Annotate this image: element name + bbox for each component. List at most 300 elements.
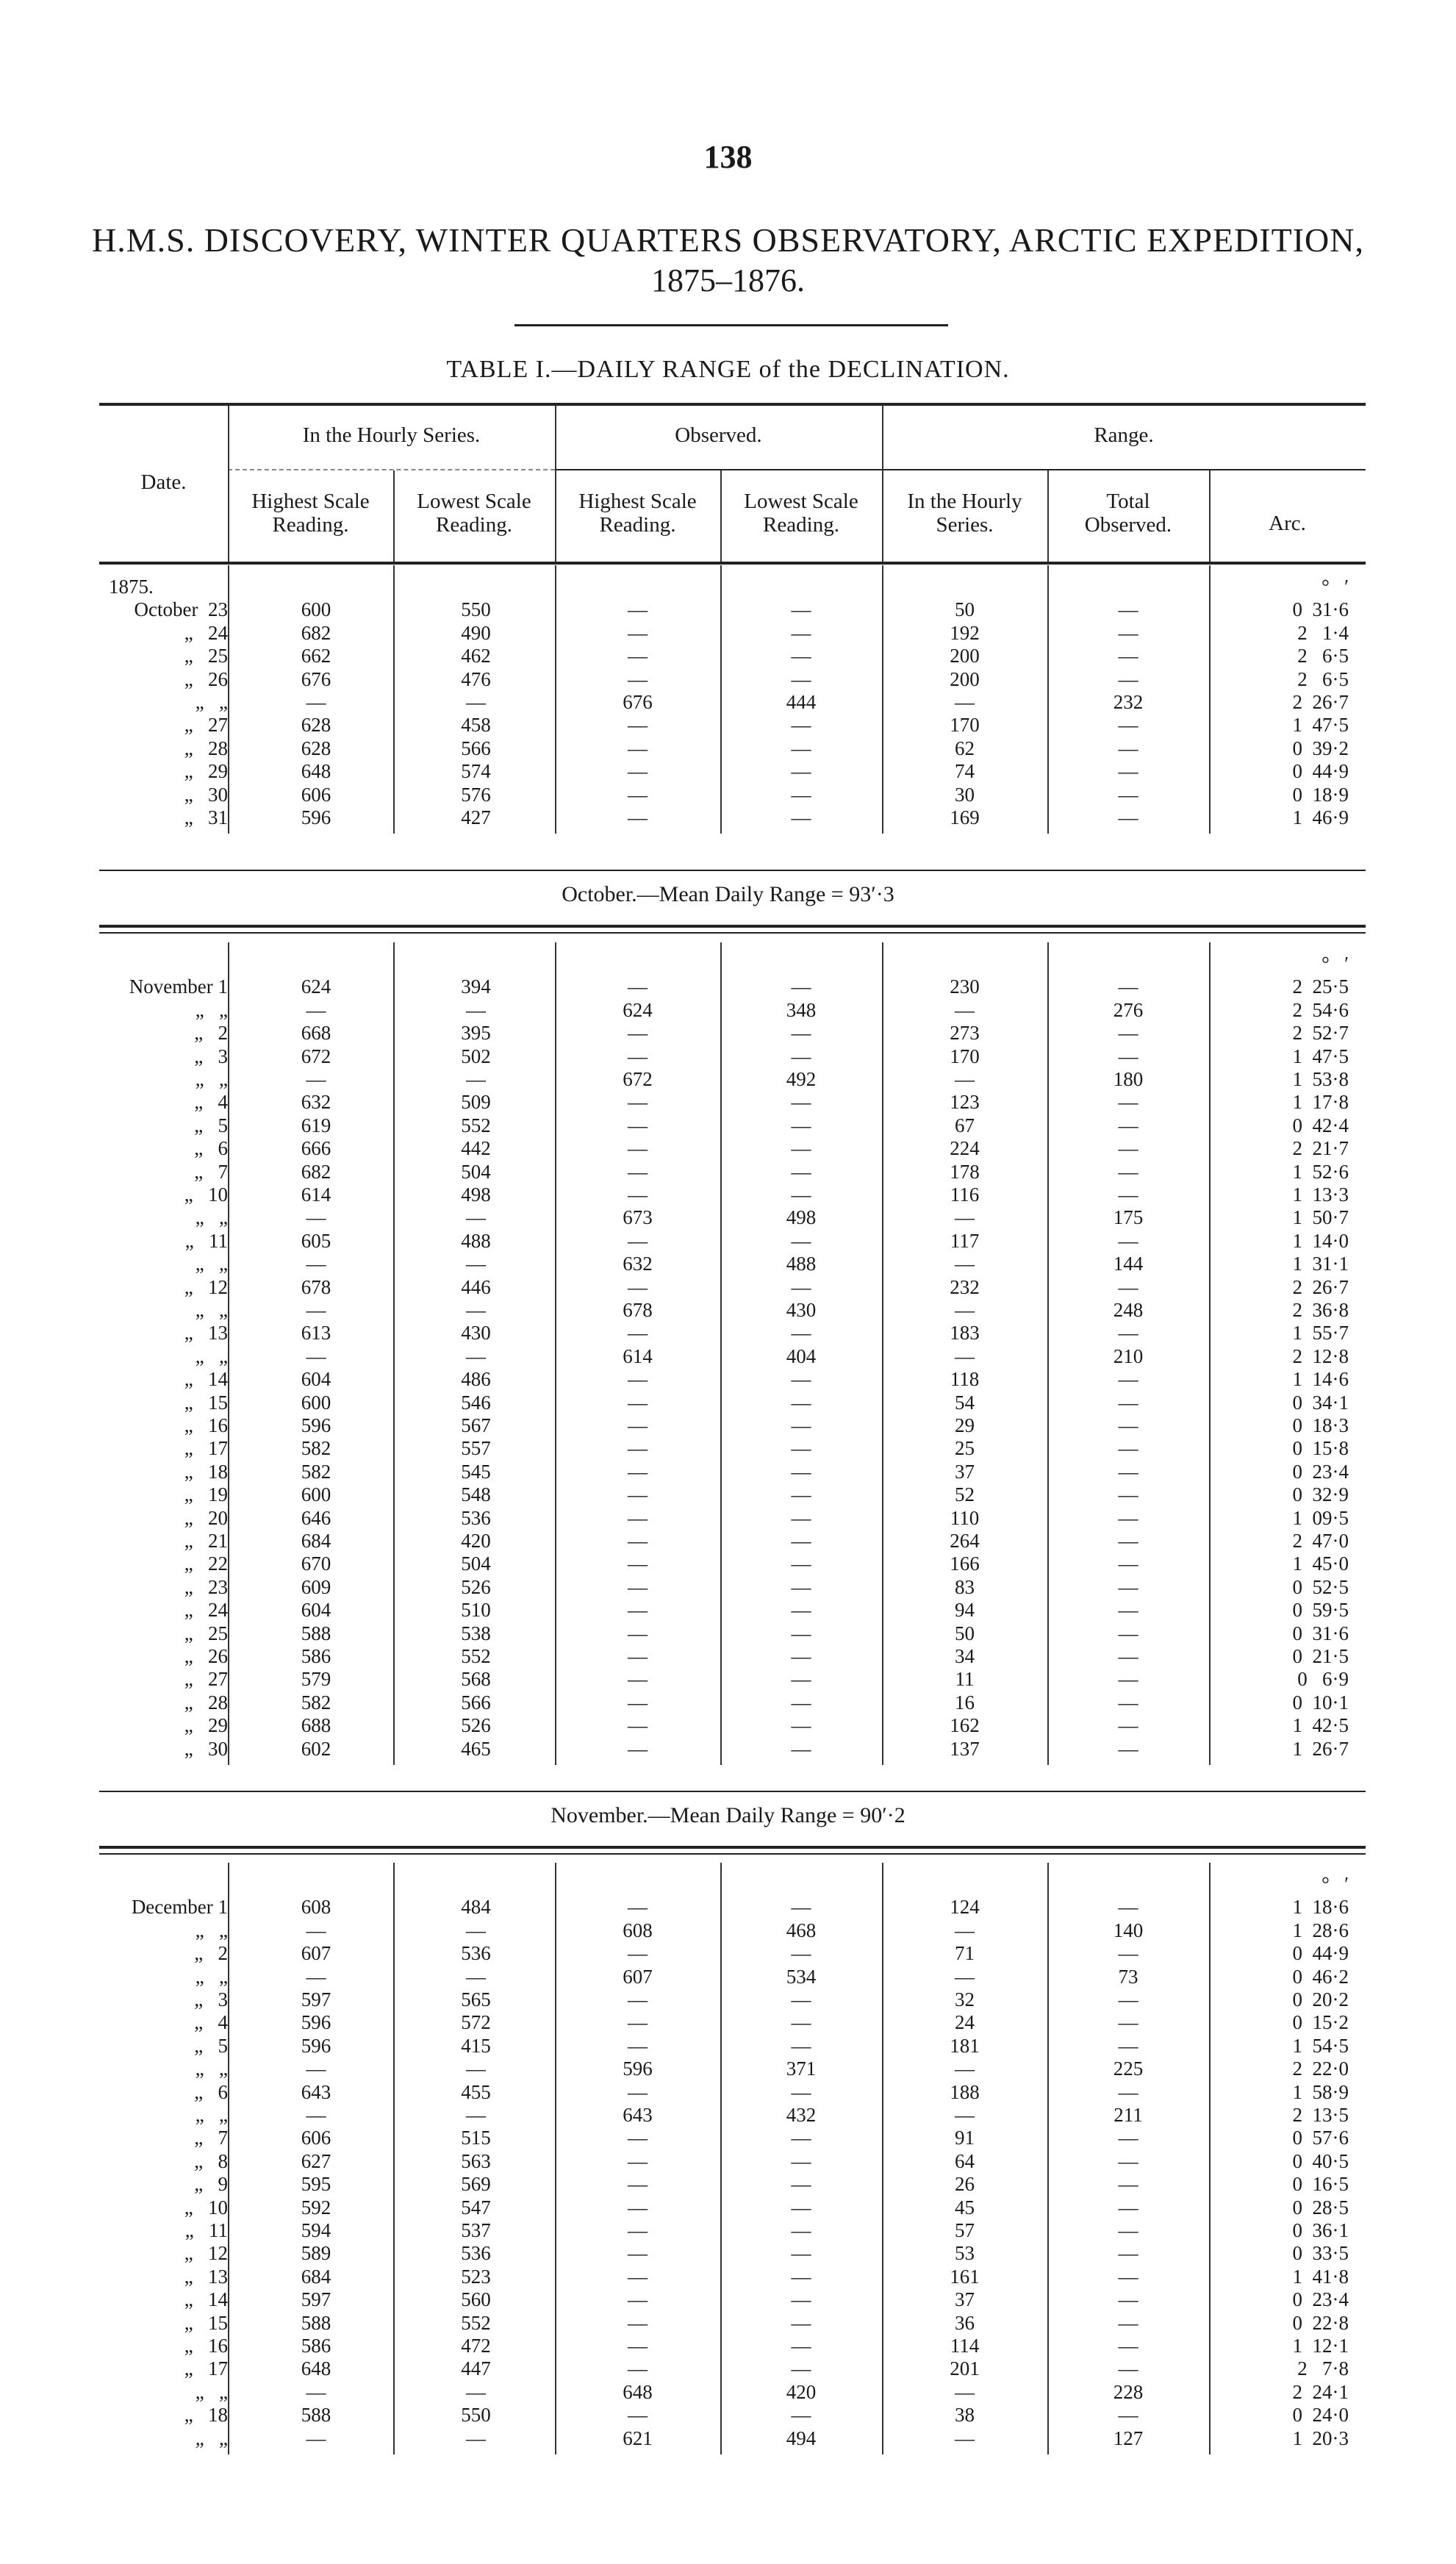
table-row <box>0 999 1456 1022</box>
column-rule <box>555 942 556 1765</box>
cell-date: „ 31 <box>184 806 228 828</box>
column-rule <box>882 942 883 1765</box>
cell-observed-low: 492 <box>786 1068 817 1090</box>
cell-hourly-high: 596 <box>301 806 331 828</box>
table-row <box>0 622 1456 645</box>
cell-hourly-low: 545 <box>461 1460 491 1483</box>
cell-range-total: 248 <box>1113 1299 1144 1321</box>
table-row <box>0 2011 1456 2034</box>
column-rule <box>228 565 229 834</box>
cell-hourly-high: 628 <box>301 714 331 737</box>
cell-date: „ 11 <box>184 2219 228 2241</box>
cell-hourly-low: — <box>466 2427 486 2449</box>
cell-range-hourly: 200 <box>950 667 980 690</box>
cell-date: „ 16 <box>184 1414 228 1436</box>
cell-date: „ 13 <box>184 2265 228 2288</box>
cell-observed-low: — <box>791 2311 811 2334</box>
cell-arc: 1 47·5 <box>1292 714 1349 737</box>
cell-observed-low: — <box>791 1114 811 1136</box>
cell-arc: 1 41·8 <box>1292 2265 1349 2288</box>
cell-observed-low: — <box>791 2080 811 2103</box>
cell-hourly-high: 588 <box>301 2404 331 2427</box>
cell-observed-high: — <box>628 783 648 806</box>
cell-hourly-low: 560 <box>461 2288 491 2311</box>
cell-range-total: 140 <box>1113 1919 1144 1941</box>
cell-observed-high: — <box>628 667 648 690</box>
cell-observed-high: — <box>628 1022 648 1045</box>
cell-date: „ „ <box>195 1919 228 1941</box>
cell-hourly-low: — <box>466 1253 486 1275</box>
cell-range-hourly: 124 <box>950 1896 980 1919</box>
cell-arc: 0 52·5 <box>1292 1575 1349 1598</box>
cell-hourly-low: 442 <box>461 1137 491 1160</box>
cell-arc: 1 58·9 <box>1292 2080 1349 2103</box>
cell-range-total: — <box>1118 1714 1138 1737</box>
table-row <box>0 975 1456 998</box>
cell-range-total: — <box>1118 621 1138 644</box>
cell-observed-low: — <box>791 2265 811 2288</box>
header-obs-low: Lowest Scale Reading. <box>744 490 858 537</box>
cell-observed-low: — <box>791 1391 811 1414</box>
table-row <box>0 2219 1456 2242</box>
cell-observed-low: — <box>791 806 811 828</box>
cell-arc: 0 15·2 <box>1292 2011 1349 2034</box>
cell-hourly-low: 537 <box>461 2219 491 2241</box>
table-row <box>0 1988 1456 2011</box>
cell-hourly-high: 676 <box>301 667 331 690</box>
cell-observed-low: 494 <box>786 2427 817 2449</box>
cell-hourly-low: 455 <box>461 2080 491 2103</box>
cell-range-total: — <box>1118 2242 1138 2265</box>
cell-hourly-high: 588 <box>301 1622 331 1644</box>
cell-date: „ 26 <box>184 667 228 690</box>
cell-range-total: — <box>1118 1391 1138 1414</box>
cell-range-hourly: 110 <box>950 1506 980 1529</box>
table-row <box>0 1483 1456 1506</box>
cell-hourly-low: 567 <box>461 1414 491 1436</box>
cell-range-total: — <box>1118 1668 1138 1691</box>
cell-hourly-low: — <box>466 1299 486 1321</box>
table-row <box>0 1507 1456 1530</box>
cell-observed-low: — <box>791 714 811 737</box>
cell-observed-high: — <box>628 2335 648 2357</box>
cell-arc: 0 23·4 <box>1292 1460 1349 1483</box>
cell-observed-low: — <box>791 1530 811 1552</box>
cell-arc: 2 54·6 <box>1292 998 1349 1021</box>
cell-arc: 2 6·5 <box>1297 645 1349 667</box>
cell-arc: 0 21·5 <box>1292 1645 1349 1667</box>
cell-observed-low: — <box>791 1668 811 1691</box>
cell-date: „ 25 <box>184 645 228 667</box>
cell-observed-low: — <box>791 667 811 690</box>
cell-range-total: 73 <box>1118 1965 1138 1988</box>
header-range-hourly: In the Hourly Series. <box>907 490 1022 537</box>
cell-observed-high: — <box>628 2149 648 2172</box>
cell-arc: 0 6·9 <box>1297 1668 1349 1691</box>
cell-hourly-low: 465 <box>461 1737 491 1760</box>
cell-hourly-low: 550 <box>461 598 491 621</box>
cell-hourly-low: — <box>466 2058 486 2080</box>
cell-date: „ 29 <box>184 1714 228 1737</box>
cell-observed-low: — <box>791 2196 811 2219</box>
table-row <box>0 1599 1456 1622</box>
table-row <box>0 1414 1456 1437</box>
cell-range-hourly: 166 <box>950 1553 980 1575</box>
cell-observed-low: 488 <box>786 1253 817 1275</box>
cell-date: „ „ <box>195 691 228 713</box>
cell-observed-high: — <box>628 806 648 828</box>
cell-arc: 1 53·8 <box>1292 1068 1349 1090</box>
cell-range-hourly: 62 <box>955 737 975 759</box>
cell-arc: 0 10·1 <box>1292 1691 1349 1713</box>
cell-observed-low: — <box>791 2219 811 2241</box>
cell-hourly-low: 536 <box>461 1942 491 1965</box>
cell-range-total: — <box>1118 2288 1138 2311</box>
cell-range-total: — <box>1118 1691 1138 1713</box>
cell-hourly-low: 547 <box>461 2196 491 2219</box>
cell-observed-low: 404 <box>786 1344 817 1367</box>
cell-observed-low: — <box>791 1575 811 1598</box>
cell-date: „ 2 <box>194 1942 228 1965</box>
cell-observed-high: — <box>628 2404 648 2427</box>
cell-observed-low: — <box>791 621 811 644</box>
cell-range-total: — <box>1118 2034 1138 2057</box>
cell-range-hourly: 57 <box>955 2219 975 2241</box>
column-rule <box>555 565 556 834</box>
cell-observed-high: 648 <box>623 2380 653 2403</box>
cell-observed-low: 468 <box>786 1919 817 1941</box>
cell-range-hourly: 192 <box>950 621 980 644</box>
cell-observed-high: — <box>628 714 648 737</box>
cell-arc: 0 36·1 <box>1292 2219 1349 2241</box>
cell-range-hourly: 29 <box>955 1414 975 1436</box>
cell-range-hourly: — <box>955 2058 975 2080</box>
cell-observed-high: — <box>628 2173 648 2196</box>
cell-observed-low: — <box>791 1506 811 1529</box>
cell-range-total: — <box>1118 1942 1138 1965</box>
cell-observed-high: — <box>628 621 648 644</box>
cell-arc: 1 09·5 <box>1292 1506 1349 1529</box>
cell-range-hourly: — <box>955 2427 975 2449</box>
cell-hourly-high: 582 <box>301 1437 331 1460</box>
cell-hourly-low: — <box>466 1344 486 1367</box>
cell-arc: 1 13·3 <box>1292 1183 1349 1206</box>
degree-minute-row <box>0 1873 1456 1896</box>
cell-arc: 0 16·5 <box>1292 2173 1349 2196</box>
table-row <box>0 598 1456 621</box>
cell-hourly-high: 614 <box>301 1183 331 1206</box>
cell-range-total: — <box>1118 737 1138 759</box>
cell-range-total: — <box>1118 2196 1138 2219</box>
cell-hourly-high: 604 <box>301 1599 331 1622</box>
cell-range-total: 225 <box>1113 2058 1144 2080</box>
cell-hourly-low: 430 <box>461 1322 491 1344</box>
cell-hourly-high: 609 <box>301 1575 331 1598</box>
cell-range-total: — <box>1118 1414 1138 1436</box>
cell-hourly-low: 536 <box>461 1506 491 1529</box>
cell-arc: 1 20·3 <box>1292 2427 1349 2449</box>
table-row <box>0 2035 1456 2058</box>
cell-hourly-low: 526 <box>461 1575 491 1598</box>
cell-hourly-high: 682 <box>301 621 331 644</box>
cell-range-total: — <box>1118 760 1138 783</box>
cell-range-hourly: 91 <box>955 2127 975 2149</box>
table-row <box>0 1530 1456 1553</box>
cell-date: „ 24 <box>184 1599 228 1622</box>
cell-observed-low: — <box>791 2335 811 2357</box>
cell-hourly-high: — <box>306 691 326 713</box>
cell-arc: 0 44·9 <box>1292 760 1349 783</box>
cell-hourly-high: 648 <box>301 2357 331 2380</box>
cell-observed-low: — <box>791 783 811 806</box>
table-row <box>0 784 1456 806</box>
table-row <box>0 2058 1456 2080</box>
cell-range-hourly: 34 <box>955 1645 975 1667</box>
cell-range-total: — <box>1118 1275 1138 1298</box>
cell-observed-high: — <box>628 1460 648 1483</box>
cell-observed-high: — <box>628 1391 648 1414</box>
cell-date: „ 17 <box>184 1437 228 1460</box>
cell-hourly-high: 602 <box>301 1737 331 1760</box>
table-row <box>0 1553 1456 1575</box>
cell-range-hourly: 45 <box>955 2196 975 2219</box>
cell-observed-low: — <box>791 1460 811 1483</box>
cell-range-hourly: 118 <box>950 1368 980 1391</box>
cell-hourly-low: — <box>466 1068 486 1090</box>
cell-observed-low: — <box>791 2011 811 2034</box>
arc-unit-label: ° ′ <box>1321 1873 1349 1895</box>
table-row <box>0 1276 1456 1299</box>
cell-hourly-high: — <box>306 1344 326 1367</box>
cell-range-total: 210 <box>1113 1344 1144 1367</box>
header-hourly-low: Lowest Scale Reading. <box>417 490 531 537</box>
cell-arc: 0 33·5 <box>1292 2242 1349 2265</box>
cell-hourly-low: 576 <box>461 783 491 806</box>
cell-hourly-high: 597 <box>301 1988 331 2010</box>
cell-range-hourly: — <box>955 2104 975 2126</box>
cell-hourly-high: 605 <box>301 1229 331 1252</box>
cell-hourly-high: 648 <box>301 760 331 783</box>
cell-date: „ 28 <box>184 737 228 759</box>
cell-date: „ 30 <box>184 783 228 806</box>
cell-arc: 1 14·0 <box>1292 1229 1349 1252</box>
cell-hourly-low: 557 <box>461 1437 491 1460</box>
cell-hourly-low: — <box>466 1206 486 1229</box>
cell-range-hourly: 116 <box>950 1183 980 1206</box>
cell-observed-low: 371 <box>786 2058 817 2080</box>
cell-hourly-high: — <box>306 1299 326 1321</box>
cell-hourly-high: 596 <box>301 2011 331 2034</box>
cell-date: „ 3 <box>194 1988 228 2010</box>
cell-range-total: — <box>1118 1183 1138 1206</box>
section-divider-rule <box>99 1853 1366 1855</box>
cell-arc: 2 1·4 <box>1297 621 1349 644</box>
cell-arc: 2 24·1 <box>1292 2380 1349 2403</box>
cell-date: „ „ <box>195 1965 228 1988</box>
cell-observed-low: 534 <box>786 1965 817 1988</box>
table-row <box>0 645 1456 667</box>
table-row <box>0 2266 1456 2288</box>
cell-range-hourly: — <box>955 1344 975 1367</box>
column-rule <box>720 1863 722 2454</box>
cell-hourly-high: 579 <box>301 1668 331 1691</box>
cell-observed-low: — <box>791 975 811 998</box>
cell-arc: 2 47·0 <box>1292 1530 1349 1552</box>
cell-observed-high: — <box>628 737 648 759</box>
cell-arc: 2 26·7 <box>1292 691 1349 713</box>
cell-range-total: 232 <box>1113 691 1144 713</box>
cell-observed-high: — <box>628 2288 648 2311</box>
cell-hourly-low: — <box>466 998 486 1021</box>
cell-date: „ 30 <box>184 1737 228 1760</box>
cell-range-hourly: 201 <box>950 2357 980 2380</box>
cell-arc: 0 32·9 <box>1292 1483 1349 1506</box>
cell-range-hourly: 64 <box>955 2149 975 2172</box>
cell-hourly-low: 395 <box>461 1022 491 1045</box>
cell-observed-high: — <box>628 1530 648 1552</box>
cell-date: „ 3 <box>194 1045 228 1067</box>
cell-range-hourly: — <box>955 1965 975 1988</box>
cell-observed-high: — <box>628 1275 648 1298</box>
cell-range-hourly: — <box>955 1068 975 1090</box>
cell-range-total: — <box>1118 2127 1138 2149</box>
cell-arc: 1 50·7 <box>1292 1206 1349 1229</box>
cell-observed-high: — <box>628 1137 648 1160</box>
cell-hourly-low: 552 <box>461 1114 491 1136</box>
table-row <box>0 1622 1456 1645</box>
cell-observed-high: — <box>628 1942 648 1965</box>
table-row <box>0 714 1456 737</box>
cell-arc: 1 47·5 <box>1292 1045 1349 1067</box>
cell-date: „ 25 <box>184 1622 228 1644</box>
cell-arc: 0 18·9 <box>1292 783 1349 806</box>
table-row <box>0 1161 1456 1183</box>
header-column-rule <box>720 470 722 562</box>
cell-hourly-high: 607 <box>301 1942 331 1965</box>
column-rule <box>720 565 722 834</box>
cell-hourly-low: 394 <box>461 975 491 998</box>
cell-hourly-low: 427 <box>461 806 491 828</box>
hourly-group-rule <box>228 469 555 470</box>
cell-range-hourly: 273 <box>950 1022 980 1045</box>
cell-range-total: — <box>1118 806 1138 828</box>
cell-date: „ 15 <box>184 2311 228 2334</box>
cell-observed-high: — <box>628 1988 648 2010</box>
cell-date: „ 20 <box>184 1506 228 1529</box>
cell-hourly-high: 662 <box>301 645 331 667</box>
table-row <box>0 1942 1456 1965</box>
cell-observed-high: 673 <box>623 1206 653 1229</box>
cell-range-hourly: 94 <box>955 1599 975 1622</box>
cell-observed-low: — <box>791 2357 811 2380</box>
cell-observed-low: — <box>791 1275 811 1298</box>
cell-observed-high: — <box>628 2219 648 2241</box>
cell-hourly-low: 546 <box>461 1391 491 1414</box>
cell-hourly-high: 586 <box>301 2335 331 2357</box>
cell-arc: 0 22·8 <box>1292 2311 1349 2334</box>
table-row <box>0 1299 1456 1322</box>
table-row <box>0 2404 1456 2427</box>
table-row <box>0 1068 1456 1091</box>
cell-hourly-high: 672 <box>301 1045 331 1067</box>
cell-hourly-low: 462 <box>461 645 491 667</box>
cell-date: „ 18 <box>184 2404 228 2427</box>
degree-minute-row <box>0 576 1456 598</box>
table-row <box>0 1896 1456 1919</box>
cell-range-hourly: 183 <box>950 1322 980 1344</box>
cell-arc: 1 18·6 <box>1292 1896 1349 1919</box>
cell-range-hourly: 188 <box>950 2080 980 2103</box>
cell-date: „ 10 <box>184 1183 228 1206</box>
cell-range-hourly: — <box>955 2380 975 2403</box>
cell-range-hourly: 26 <box>955 2173 975 2196</box>
table-row <box>0 1738 1456 1761</box>
cell-range-hourly: 200 <box>950 645 980 667</box>
cell-range-total: — <box>1118 1137 1138 1160</box>
table-row <box>0 1919 1456 1942</box>
table-row <box>0 1253 1456 1275</box>
cell-arc: 2 21·7 <box>1292 1137 1349 1160</box>
cell-observed-high: 676 <box>623 691 653 713</box>
cell-range-total: — <box>1118 1045 1138 1067</box>
cell-range-hourly: 50 <box>955 1622 975 1644</box>
cell-hourly-low: — <box>466 2380 486 2403</box>
cell-date: „ 12 <box>184 2242 228 2265</box>
cell-observed-high: 672 <box>623 1068 653 1090</box>
cell-hourly-low: 572 <box>461 2011 491 2034</box>
cell-hourly-high: 608 <box>301 1896 331 1919</box>
cell-range-hourly: 169 <box>950 806 980 828</box>
page-number: 138 <box>703 139 753 175</box>
header-column-rule <box>228 406 229 562</box>
cell-date: „ 24 <box>184 621 228 644</box>
cell-date: „ 8 <box>194 2149 228 2172</box>
cell-range-hourly: 170 <box>950 714 980 737</box>
table-row <box>0 1114 1456 1137</box>
cell-range-hourly: 181 <box>950 2034 980 2057</box>
cell-observed-high: — <box>628 1668 648 1691</box>
cell-range-hourly: 36 <box>955 2311 975 2334</box>
cell-hourly-low: 446 <box>461 1275 491 1298</box>
cell-hourly-low: 552 <box>461 1645 491 1667</box>
cell-range-hourly: — <box>955 998 975 1021</box>
cell-range-hourly: — <box>955 1253 975 1275</box>
cell-observed-high: 614 <box>623 1344 653 1367</box>
cell-range-total: — <box>1118 1160 1138 1183</box>
cell-range-total: — <box>1118 714 1138 737</box>
cell-range-hourly: 74 <box>955 760 975 783</box>
column-rule <box>393 565 395 834</box>
cell-date: „ 23 <box>184 1575 228 1598</box>
cell-hourly-high: 684 <box>301 1530 331 1552</box>
column-rule <box>1047 565 1049 834</box>
cell-date: „ 6 <box>194 2080 228 2103</box>
cell-range-total: — <box>1118 1114 1138 1136</box>
cell-date: „ 12 <box>184 1275 228 1298</box>
cell-observed-high: — <box>628 2311 648 2334</box>
cell-observed-high: — <box>628 1183 648 1206</box>
header-obs-high: Highest Scale Reading. <box>578 490 697 537</box>
cell-hourly-high: — <box>306 2058 326 2080</box>
cell-range-total: — <box>1118 1896 1138 1919</box>
cell-observed-low: — <box>791 1322 811 1344</box>
cell-hourly-high: 682 <box>301 1160 331 1183</box>
section-bottom-rule <box>99 870 1366 871</box>
cell-range-hourly: 162 <box>950 1714 980 1737</box>
cell-range-total: — <box>1118 2265 1138 2288</box>
cell-observed-high: — <box>628 2011 648 2034</box>
cell-hourly-high: 668 <box>301 1022 331 1045</box>
